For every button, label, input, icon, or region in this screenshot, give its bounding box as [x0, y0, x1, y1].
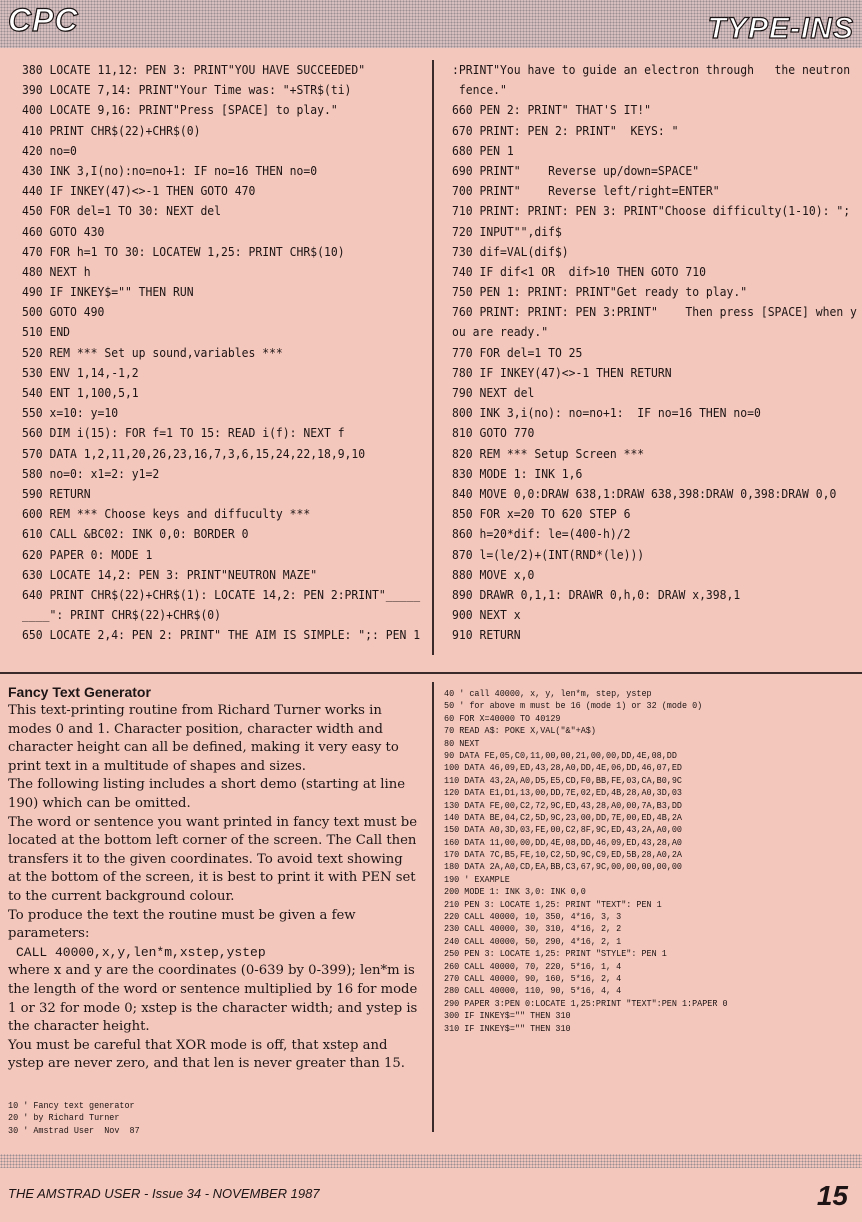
code-line: 870 l=(le/2)+(INT(RND*(le))) [452, 546, 645, 562]
code-line: 20 ' by Richard Turner [8, 1112, 120, 1124]
code-line: 830 MODE 1: INK 1,6 [452, 465, 583, 481]
code-line: 600 REM *** Choose keys and diffuculty *** [22, 506, 311, 522]
code-line: 890 DRAWR 0,1,1: DRAWR 0,h,0: DRAW x,398,1 [452, 586, 741, 602]
code-line: 710 PRINT: PRINT: PEN 3: PRINT"Choose difficulty(1-10): "; [452, 203, 851, 219]
code-line: 270 CALL 40000, 90, 160, 5*16, 2, 4 [444, 972, 622, 984]
section-divider [0, 672, 862, 674]
code-line: 790 NEXT del [452, 385, 535, 400]
code-line: 660 PEN 2: PRINT" THAT'S IT!" [452, 102, 652, 118]
code-line: 820 REM *** Setup Screen *** [452, 445, 645, 461]
code-line: 470 FOR h=1 TO 30: LOCATEW 1,25: PRINT CHR$(10) [22, 243, 345, 259]
code-line: 160 DATA 11,00,00,DD,4E,08,DD,46,09,ED,43,28,A0 [444, 836, 682, 848]
code-line: ou are ready." [452, 324, 549, 340]
code-line: 410 PRINT CHR$(22)+CHR$(0) [22, 122, 201, 138]
code-line: 760 PRINT: PRINT: PEN 3:PRINT" Then press [SPACE] when y [452, 304, 857, 320]
code-line: ____": PRINT CHR$(22)+CHR$(0) [22, 607, 222, 623]
article-paragraph: You must be careful that XOR mode is off, that xstep and ystep are never zero, and that len is never greater than 15. [8, 1037, 405, 1072]
code-line: 500 GOTO 490 [22, 304, 105, 320]
code-line: 150 DATA A0,3D,03,FE,00,C2,8F,9C,ED,43,2A,A0,00 [444, 824, 682, 836]
code-line: 580 no=0: x1=2: y1=2 [22, 465, 160, 481]
code-line: 140 DATA BE,04,C2,5D,9C,23,00,DD,7E,00,ED,4B,2A [444, 811, 682, 823]
code-line: 780 IF INKEY(47)<>-1 THEN RETURN [452, 364, 672, 380]
code-line: 210 PEN 3: LOCATE 1,25: PRINT "TEXT": PEN 1 [444, 898, 662, 910]
article-paragraph: where x and y are the coordinates (0-639 by 0-399); len*m is the length of the word or sentence multiplied by 16 for mode 1 or 32 for mode 0; xstep is the character width; and ystep is the character height. [8, 963, 418, 1035]
code-line: 720 INPUT"",dif$ [452, 223, 562, 239]
code-line: 730 dif=VAL(dif$) [452, 243, 569, 259]
code-line: 190 ' EXAMPLE [444, 873, 510, 885]
code-line: 50 ' for above m must be 16 (mode 1) or 32 (mode 0) [444, 700, 703, 712]
code-line: 640 PRINT CHR$(22)+CHR$(1): LOCATE 14,2: PEN 2:PRINT"_____ [22, 586, 421, 602]
code-line: 540 ENT 1,100,5,1 [22, 385, 139, 400]
code-line: 750 PEN 1: PRINT: PRINT"Get ready to play." [452, 284, 748, 300]
code-line: 90 DATA FE,05,C0,11,00,00,21,00,00,DD,4E,08,DD [444, 749, 677, 761]
code-line: 300 IF INKEY$="" THEN 310 [444, 1010, 571, 1022]
column-divider [432, 60, 434, 655]
code-line: 840 MOVE 0,0:DRAW 638,1:DRAW 638,398:DRAW 0,398:DRAW 0,0 [452, 485, 837, 501]
article-paragraph: This text-printing routine from Richard Turner works in modes 0 and 1. Character position, character width and character height can all be defined, making it very easy to print text in a multitude of shapes and sizes. [8, 703, 399, 774]
code-line: 80 NEXT [444, 737, 480, 749]
code-line: 120 DATA E1,D1,13,00,DD,7E,02,ED,4B,28,A0,3D,03 [444, 787, 682, 799]
column-divider-lower [432, 682, 434, 1132]
code-line: 650 LOCATE 2,4: PEN 2: PRINT" THE AIM IS SIMPLE: ";: PEN 1 [22, 627, 421, 643]
code-line: 400 LOCATE 9,16: PRINT"Press [SPACE] to play." [22, 102, 338, 118]
code-line: 450 FOR del=1 TO 30: NEXT del [22, 203, 222, 219]
code-line: 800 INK 3,i(no): no=no+1: IF no=16 THEN no=0 [452, 405, 761, 421]
code-line: 180 DATA 2A,A0,CD,EA,BB,C3,67,9C,00,00,00,00,00 [444, 861, 682, 873]
code-line: 700 PRINT" Reverse left/right=ENTER" [452, 183, 720, 199]
article-title: Fancy Text Generator [8, 684, 151, 700]
call-syntax: CALL 40000,x,y,len*m,xstep,ystep [16, 944, 266, 960]
article-paragraph: The word or sentence you want printed in fancy text must be located at the bottom left corner of the screen. The Call then transfers it to the given coordinates. To avoid text showing at the bottom of the screen, it is best to print it with PEN set to the current background colour. [8, 814, 418, 904]
code-line: 570 DATA 1,2,11,20,26,23,16,7,3,6,15,24,22,18,9,10 [22, 445, 366, 461]
code-line: 460 GOTO 430 [22, 223, 105, 239]
code-line: 280 CALL 40000, 110, 90, 5*16, 4, 4 [444, 985, 622, 997]
code-line: 440 IF INKEY(47)<>-1 THEN GOTO 470 [22, 183, 256, 199]
code-line: 550 x=10: y=10 [22, 405, 119, 421]
code-line: fence." [452, 82, 507, 98]
footer-publication: THE AMSTRAD USER - Issue 34 - NOVEMBER 1987 [8, 1186, 320, 1201]
section-label-type-ins: TYPE-INS [707, 12, 854, 45]
fancy-listing-right [444, 688, 728, 1035]
code-line: 310 IF INKEY$="" THEN 310 [444, 1022, 571, 1034]
code-line: 10 ' Fancy text generator [8, 1100, 135, 1111]
fancy-listing-left [8, 1100, 140, 1137]
listing-right-column [452, 60, 857, 645]
code-line: 810 GOTO 770 [452, 425, 535, 441]
code-line: 110 DATA 43,2A,A0,D5,E5,CD,F0,BB,FE,03,CA,B0,9C [444, 774, 682, 786]
code-line: 260 CALL 40000, 70, 220, 5*16, 1, 4 [444, 960, 622, 972]
code-line: 770 FOR del=1 TO 25 [452, 344, 583, 360]
code-line: 240 CALL 40000, 50, 290, 4*16, 2, 1 [444, 935, 622, 947]
code-line: 70 READ A$: POKE X,VAL("&"+A$) [444, 725, 596, 737]
code-line: 680 PEN 1 [452, 142, 514, 158]
code-line: 490 IF INKEY$="" THEN RUN [22, 284, 194, 300]
code-line: 520 REM *** Set up sound,variables *** [22, 344, 283, 360]
code-line: 860 h=20*dif: le=(400-h)/2 [452, 526, 631, 542]
code-line: 610 CALL &BC02: INK 0,0: BORDER 0 [22, 526, 249, 542]
code-line: 390 LOCATE 7,14: PRINT"Your Time was: "+STR$(ti) [22, 82, 352, 98]
code-line: :PRINT"You have to guide an electron through the neutron [452, 62, 851, 77]
listing-left-column [22, 60, 420, 645]
code-line: 220 CALL 40000, 10, 350, 4*16, 3, 3 [444, 911, 622, 923]
code-line: 560 DIM i(15): FOR f=1 TO 15: READ i(f): NEXT f [22, 425, 345, 441]
article-paragraph: To produce the text the routine must be given a few parameters: [8, 907, 356, 942]
code-line: 100 DATA 46,09,ED,43,28,A0,DD,4E,06,DD,46,07,ED [444, 762, 682, 774]
page-number: 15 [816, 1180, 848, 1211]
code-line: 170 DATA 7C,B5,FE,10,C2,5D,9C,C9,ED,5B,28,A0,2A [444, 849, 682, 861]
code-line: 40 ' call 40000, x, y, len*m, step, ystep [444, 688, 652, 699]
code-line: 130 DATA FE,00,C2,72,9C,ED,43,28,A0,00,7A,B3,DD [444, 799, 682, 811]
code-line: 380 LOCATE 11,12: PEN 3: PRINT"YOU HAVE SUCCEEDED" [22, 62, 366, 77]
code-line: 880 MOVE x,0 [452, 566, 535, 582]
code-line: 480 NEXT h [22, 263, 91, 279]
footer-band [0, 1154, 862, 1168]
code-line: 510 END [22, 324, 71, 340]
code-line: 850 FOR x=20 TO 620 STEP 6 [452, 506, 631, 522]
code-line: 630 LOCATE 14,2: PEN 3: PRINT"NEUTRON MAZE" [22, 566, 318, 582]
code-line: 200 MODE 1: INK 3,0: INK 0,0 [444, 886, 586, 898]
fancy-text-article [8, 684, 420, 1074]
code-line: 230 CALL 40000, 30, 310, 4*16, 2, 2 [444, 923, 622, 935]
code-line: 690 PRINT" Reverse up/down=SPACE" [452, 162, 700, 178]
section-label-cpc: CPC [8, 2, 79, 38]
code-line: 60 FOR X=40000 TO 40129 [444, 712, 561, 724]
article-paragraph: The following listing includes a short demo (starting at line 190) which can be omitted. [8, 777, 406, 811]
code-line: 740 IF dif<1 OR dif>10 THEN GOTO 710 [452, 263, 706, 279]
code-line: 530 ENV 1,14,-1,2 [22, 364, 139, 380]
code-line: 430 INK 3,I(no):no=no+1: IF no=16 THEN no=0 [22, 162, 318, 178]
code-line: 420 no=0 [22, 142, 77, 158]
code-line: 910 RETURN [452, 627, 521, 643]
code-line: 290 PAPER 3:PEN 0:LOCATE 1,25:PRINT "TEXT":PEN 1:PAPER 0 [444, 997, 728, 1009]
code-line: 250 PEN 3: LOCATE 1,25: PRINT "STYLE": PEN 1 [444, 948, 667, 960]
code-line: 620 PAPER 0: MODE 1 [22, 546, 153, 562]
code-line: 900 NEXT x [452, 607, 521, 623]
code-line: 590 RETURN [22, 485, 91, 501]
code-line: 670 PRINT: PEN 2: PRINT" KEYS: " [452, 122, 679, 138]
code-line: 30 ' Amstrad User Nov 87 [8, 1124, 140, 1136]
